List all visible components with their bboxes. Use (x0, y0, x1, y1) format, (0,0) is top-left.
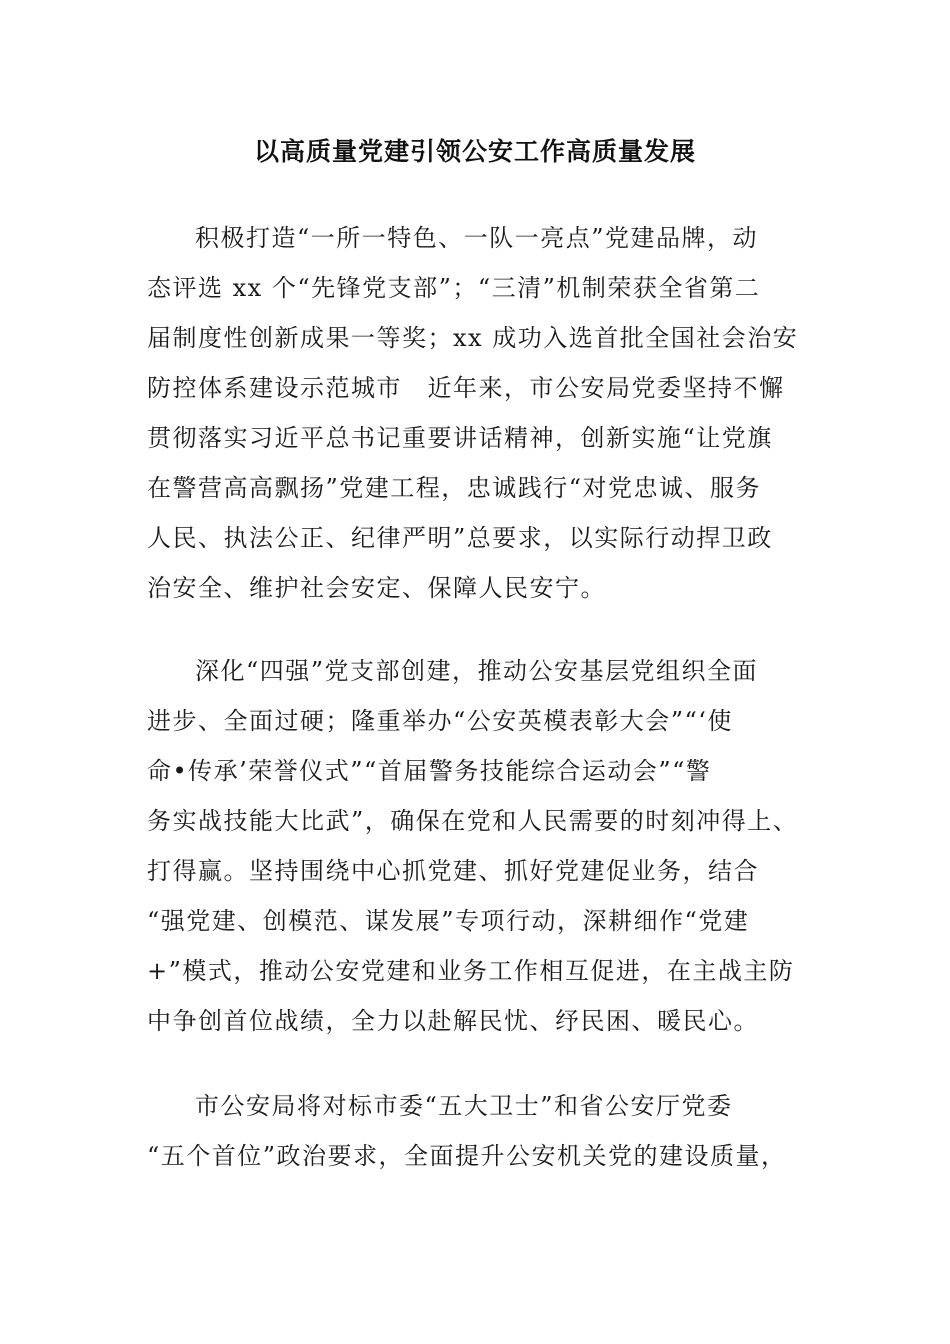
paragraph-line: 积极打造“一所一特色、一队一亮点”党建品牌，动 (195, 224, 759, 252)
paragraph-line: “强党建、创模范、谋发展”专项行动，深耕细作“党建 (147, 907, 750, 935)
paragraph-line: +”模式，推动公安党建和业务工作相互促进，在主战主防 (147, 957, 795, 985)
paragraph-1 (147, 213, 807, 613)
paragraph-line: 务实战技能大比武”，确保在党和人民需要的时刻冲得上、 (147, 807, 799, 835)
paragraph-2 (147, 646, 807, 1046)
paragraph-line: 中争创首位战绩，全力以赴解民忧、纾民困、暖民心。 (147, 1007, 759, 1035)
paragraph-line: 深化“四强”党支部创建，推动公安基层党组织全面 (195, 657, 759, 685)
paragraph-3 (147, 1081, 807, 1181)
paragraph-line: 治安全、维护社会安定、保障人民安宁。 (147, 574, 606, 602)
paragraph-line: 人民、执法公正、纪律严明”总要求，以实际行动捍卫政 (147, 524, 773, 552)
paragraph-line: 市公安局将对标市委“五大卫士”和省公安厅党委 (195, 1092, 733, 1120)
paragraph-line: 在警营高高飘扬”党建工程，忠诚践行“对党忠诚、服务 (147, 474, 762, 502)
paragraph-line: 届制度性创新成果一等奖；xx 成功入选首批全国社会治安 (147, 324, 799, 352)
document-title: 以高质量党建引领公安工作高质量发展 (253, 137, 696, 166)
paragraph-line: 命•传承’荣誉仪式”“首届警务技能综合运动会”“警 (147, 757, 712, 785)
paragraph-line: 防控体系建设示范城市 近年来，市公安局党委坚持不懈 (147, 374, 785, 402)
paragraph-line: 打得赢。坚持围绕中心抓党建、抓好党建促业务，结合 (147, 857, 759, 885)
paragraph-line: 态评选 xx 个“先锋党支部”；“三清”机制荣获全省第二 (147, 274, 761, 302)
paragraph-line: 进步、全面过硬；隆重举办“公安英模表彰大会”“‘使 (147, 707, 733, 735)
paragraph-line: 贯彻落实习近平总书记重要讲话精神，创新实施“让党旗 (147, 424, 773, 452)
paragraph-line: “五个首位”政治要求，全面提升公安机关党的建设质量， (147, 1142, 787, 1170)
